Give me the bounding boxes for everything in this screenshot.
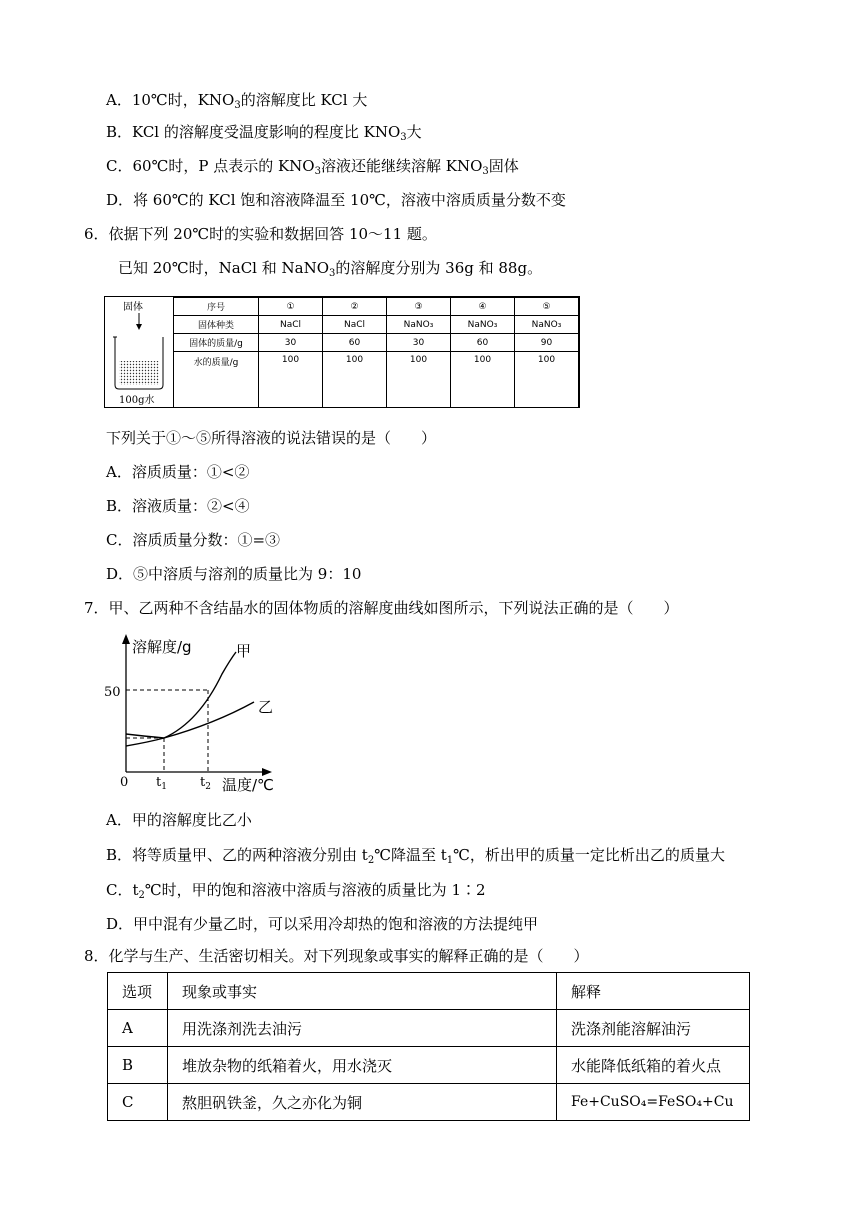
- q7-option-d: D．甲中混有少量乙时，可以采用冷却热的饱和溶液的方法提纯甲: [106, 915, 539, 933]
- col-num: ①: [259, 298, 323, 316]
- row-option: A: [108, 1010, 168, 1047]
- row-option: C: [108, 1084, 168, 1121]
- col-type: NaNO₃: [515, 316, 579, 334]
- table-row: [108, 1010, 750, 1047]
- col-water: 100: [387, 352, 451, 408]
- q8-stem: 8．化学与生产、生活密切相关。对下列现象或事实的解释正确的是（ ）: [84, 947, 589, 965]
- table-header-row: [108, 973, 750, 1010]
- row-explanation: Fe+CuSO₄=FeSO₄+Cu: [557, 1084, 750, 1121]
- col-water: 100: [451, 352, 515, 408]
- col-solid: 60: [323, 334, 387, 352]
- row-explanation: 洗涤剂能溶解油污: [557, 1010, 750, 1047]
- table-row: [108, 1047, 750, 1084]
- solid-label: 固体: [123, 302, 143, 313]
- water-label: 100g水: [119, 395, 155, 406]
- col-type: NaNO₃: [387, 316, 451, 334]
- col-solid: 30: [259, 334, 323, 352]
- y-axis-label: 溶解度/g: [132, 638, 192, 656]
- col-solid: 60: [451, 334, 515, 352]
- q6-option-c: C．溶质质量分数：①=③: [106, 531, 281, 549]
- row-fact: 堆放杂物的纸箱着火，用水浇灭: [168, 1047, 557, 1084]
- beaker-illustration: [105, 297, 174, 407]
- col-type: NaCl: [323, 316, 387, 334]
- q5-option-b: B．KCl 的溶解度受温度影响的程度比 $KNO_3$大: [106, 123, 422, 143]
- table-row: [108, 1084, 750, 1121]
- header-type: 固体种类: [174, 316, 259, 334]
- header-fact: 现象或事实: [168, 973, 557, 1010]
- header-solid-mass: 固体的质量/g: [174, 334, 259, 352]
- q7-option-c: C．$t_2℃$时，甲的饱和溶液中溶质与溶液的质量比为 1∶2: [106, 881, 486, 901]
- curve-jia-label: 甲: [236, 642, 252, 660]
- header-water-mass: 水的质量/g: [174, 352, 259, 408]
- col-water: 100: [259, 352, 323, 408]
- header-index: 序号: [174, 298, 259, 316]
- col-water: 100: [323, 352, 387, 408]
- col-water: 100: [515, 352, 579, 408]
- q6-option-a: A．溶质质量：①<②: [106, 463, 250, 481]
- col-solid: 90: [515, 334, 579, 352]
- col-num: ④: [451, 298, 515, 316]
- q5-option-c: C．60℃时，P 点表示的 $KNO_3$溶液还能继续溶解 $KNO_3$固体: [106, 157, 519, 177]
- col-solid: 30: [387, 334, 451, 352]
- q7-option-a: A．甲的溶解度比乙小: [106, 811, 252, 829]
- x-tick-t1: $t_1$: [156, 775, 167, 792]
- header-explanation: 解释: [557, 973, 750, 1010]
- q6-known: 已知 20℃时，NaCl 和 NaNO$_3$的溶解度分别为 36g 和 88g。: [118, 259, 543, 279]
- solubility-graph: [104, 632, 294, 792]
- q5-option-a: A．10℃时，$KNO_3$的溶解度比 KCl 大: [106, 91, 368, 111]
- col-num: ⑤: [515, 298, 579, 316]
- curve-yi-label: 乙: [258, 698, 274, 716]
- q7-stem: 7．甲、乙两种不含结晶水的固体物质的溶解度曲线如图所示，下列说法正确的是（ ）: [84, 599, 679, 617]
- row-fact: 用洗涤剂洗去油污: [168, 1010, 557, 1047]
- header-option: 选项: [108, 973, 168, 1010]
- explanation-table: [107, 972, 750, 1121]
- q6-question: 下列关于①～⑤所得溶液的说法错误的是（ ）: [106, 429, 437, 447]
- q7-option-b: B．将等质量甲、乙的两种溶液分别由 $t_2℃$降温至 $t_1℃$，析出甲的质量一定比析出乙的质量大: [106, 846, 725, 866]
- experiment-figure: [104, 296, 580, 408]
- row-fact: 熬胆矾铁釜，久之亦化为铜: [168, 1084, 557, 1121]
- col-type: NaCl: [259, 316, 323, 334]
- x-tick-t2: $t_2$: [200, 775, 211, 792]
- x-axis-label: 温度/℃: [222, 776, 274, 792]
- q6-option-d: D．⑤中溶质与溶剂的质量比为 9：10: [106, 565, 362, 583]
- curve-jia: [126, 652, 236, 746]
- row-option: B: [108, 1047, 168, 1084]
- y-tick-50: 50: [104, 685, 121, 700]
- q5-option-d: D．将 60℃的 KCl 饱和溶液降温至 10℃，溶液中溶质质量分数不变: [106, 191, 566, 209]
- q6-option-b: B．溶液质量：②<④: [106, 497, 250, 515]
- col-num: ②: [323, 298, 387, 316]
- col-num: ③: [387, 298, 451, 316]
- row-explanation: 水能降低纸箱的着火点: [557, 1047, 750, 1084]
- origin-label: 0: [120, 775, 129, 790]
- experiment-table: [173, 297, 579, 408]
- col-type: NaNO₃: [451, 316, 515, 334]
- q6-stem: 6．依据下列 20℃时的实验和数据回答 10～11 题。: [84, 225, 437, 243]
- beaker-icon: [105, 297, 173, 407]
